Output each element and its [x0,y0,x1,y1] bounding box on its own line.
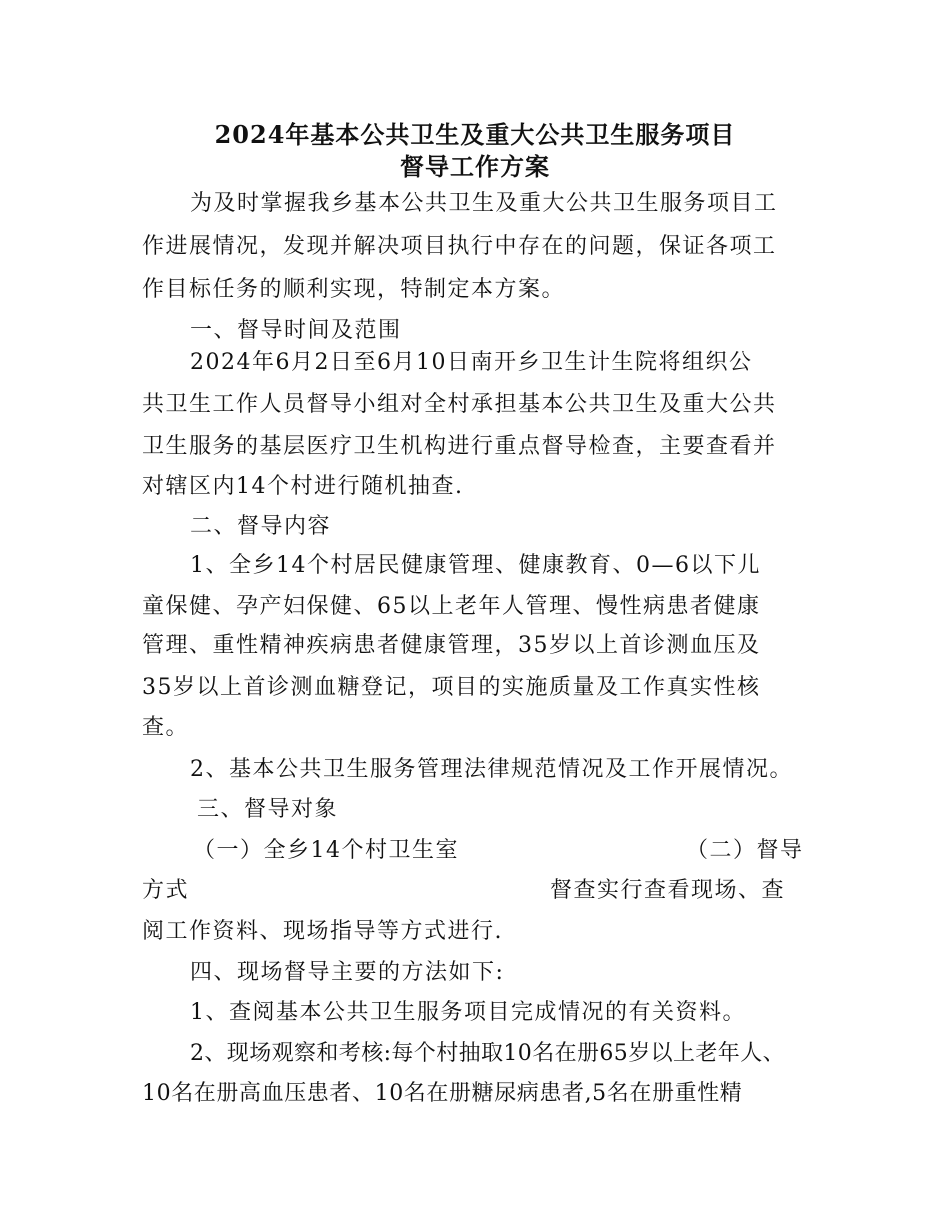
paragraph-line: 管理、重性精神疾病患者健康管理，35岁以上首诊测血压及 [142,633,761,658]
section-heading: 四、现场督导主要的方法如下: [190,960,505,985]
document-title-line-2: 督导工作方案 [400,152,550,181]
paragraph-line: （一）全乡14个村卫生室 [193,838,459,863]
paragraph-line: 阅工作资料、现场指导等方式进行. [142,919,503,944]
paragraph-line: 查。 [142,715,190,740]
paragraph-line: 督查实行查看现场、查 [550,878,786,903]
document-title-line-1: 2024年基本公共卫生及重大公共卫生服务项目 [214,120,736,149]
paragraph-line: 方式 [142,878,190,903]
paragraph-line: 作目标任务的顺利实现，特制定本方案。 [142,277,566,302]
section-heading: 一、督导时间及范围 [190,318,402,343]
section-heading: 二、督导内容 [190,514,332,539]
paragraph-line: 2024年6月2日至6月10日南开乡卫生计生院将组织公 [190,350,753,375]
paragraph-line: 童保健、孕产妇保健、65以上老年人管理、慢性病患者健康 [142,594,761,619]
paragraph-line: 对辖区内14个村进行随机抽查. [142,474,464,499]
paragraph-line: （二）督导 [686,838,804,863]
paragraph-line: 卫生服务的基层医疗卫生机构进行重点督导检查，主要查看并 [142,434,777,459]
paragraph-line: 35岁以上首诊测血糖登记，项目的实施质量及工作真实性核 [142,675,761,700]
paragraph-line: 共卫生工作人员督导小组对全村承担基本公共卫生及重大公共 [142,392,777,417]
paragraph-line: 2、现场观察和考核:每个村抽取10名在册65岁以上老年人、 [190,1041,785,1066]
paragraph-line: 作进展情况，发现并解决项目执行中存在的问题，保证各项工 [142,234,777,259]
paragraph-line: 1、全乡14个村居民健康管理、健康教育、0—6以下儿 [190,553,761,578]
paragraph-line: 2、基本公共卫生服务管理法律规范情况及工作开展情况。 [190,757,793,782]
paragraph-line: 为及时掌握我乡基本公共卫生及重大公共卫生服务项目工 [190,191,778,216]
section-heading: 三、督导对象 [197,797,339,822]
paragraph-line: 1、查阅基本公共卫生服务项目完成情况的有关资料。 [190,1000,746,1025]
paragraph-line: 10名在册高血压患者、10名在册糖尿病患者,5名在册重性精 [142,1081,743,1106]
